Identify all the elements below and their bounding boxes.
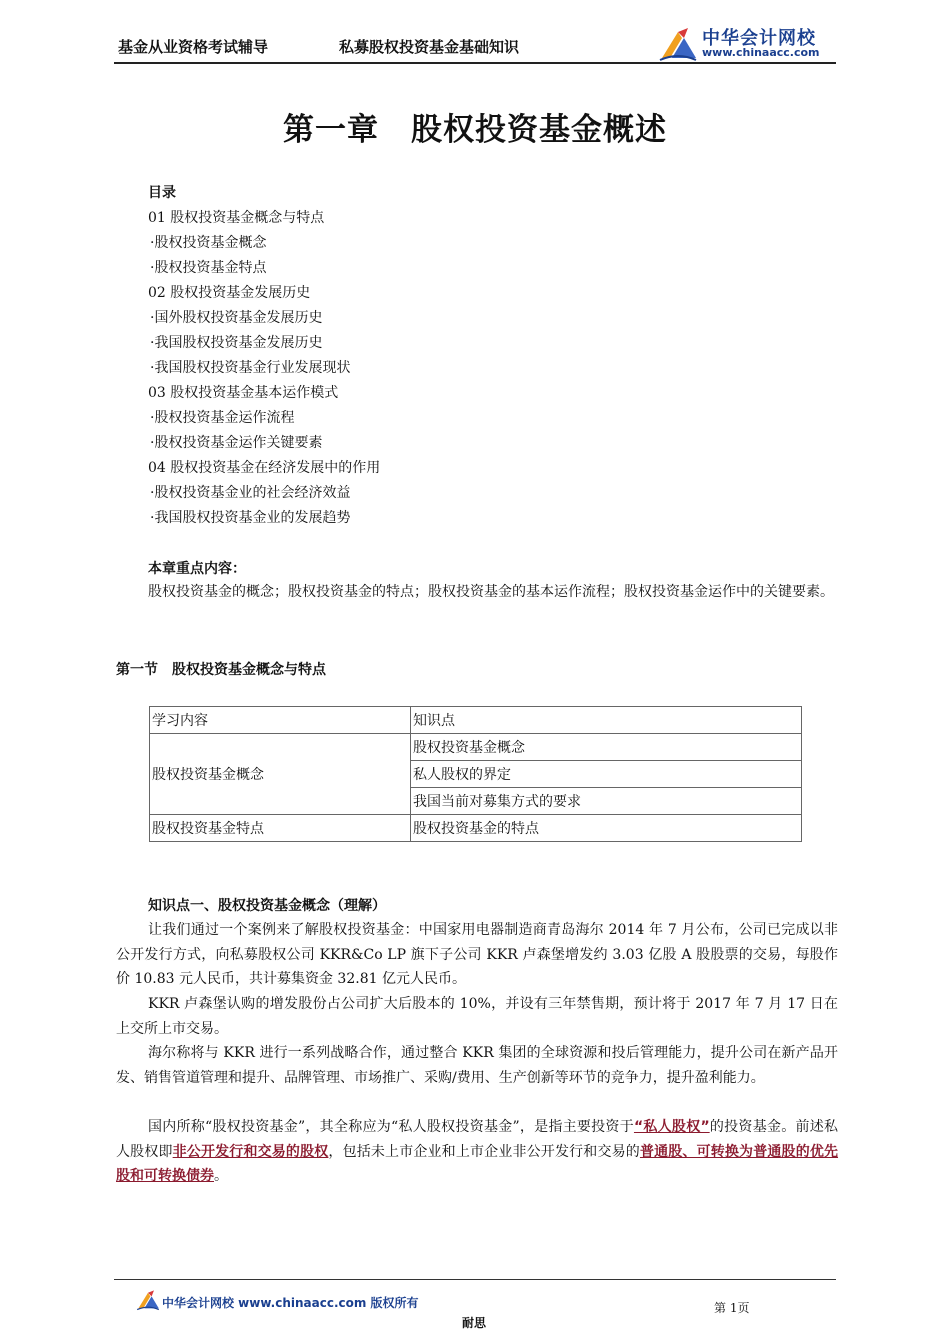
- toc-item: 01 股权投资基金概念与特点: [148, 210, 325, 226]
- chinaacc-small-logo-icon: [136, 1289, 160, 1311]
- table-cell-topic: 股权投资基金概念: [150, 734, 411, 815]
- table-cell-topic: 股权投资基金特点: [150, 815, 411, 842]
- footer-logo[interactable]: [136, 1289, 456, 1313]
- key-points-heading: 本章重点内容：: [148, 561, 246, 577]
- key-points-body: 股权投资基金的概念；股权投资基金的特点；股权投资基金的基本运作流程；股权投资基金运作中的关键要素。: [148, 584, 834, 600]
- toc-item: ·我国股权投资基金行业发展现状: [150, 360, 351, 376]
- highlight-non-public-equity: 非公开发行和交易的股权: [172, 1143, 329, 1160]
- header-exam-name: 基金从业资格考试辅导: [118, 38, 269, 56]
- bottom-mark: 耐思: [462, 1316, 487, 1330]
- chinaacc-logo-icon: [658, 26, 698, 62]
- page-header: [114, 30, 836, 60]
- paragraph-haier: 海尔称将与 KKR 进行一系列战略合作，通过整合 KKR 集团的全球资源和投后管理能力，提升公司在新产品开发、销售管道管理和提升、品牌管理、市场推广、采购/费用、生产创新等环节的竞争力，提升盈利能力。: [116, 1045, 838, 1086]
- logo-name: 中华会计网校: [702, 28, 816, 49]
- toc-item: ·股权投资基金特点: [150, 260, 267, 276]
- table-header-row: [150, 707, 802, 734]
- header-divider: [114, 62, 836, 64]
- footer-copyright: 中华会计网校 www.chinaacc.com 版权所有: [162, 1296, 419, 1310]
- toc-heading: 目录: [148, 185, 176, 201]
- table-row: [150, 734, 802, 761]
- chinaacc-logo[interactable]: [658, 24, 836, 64]
- toc-item: ·国外股权投资基金发展历史: [150, 310, 323, 326]
- definition-text: 国内所称“股权投资基金”，其全称应为“私人股权投资基金”，是指主要投资于: [148, 1119, 634, 1135]
- toc-item: ·股权投资基金运作流程: [150, 410, 295, 426]
- section-title: 第一节 股权投资基金概念与特点: [116, 662, 326, 678]
- toc-item: ·我国股权投资基金业的发展趋势: [150, 510, 351, 526]
- toc-item: ·股权投资基金运作关键要素: [150, 435, 323, 451]
- table-cell-point: 私人股权的界定: [411, 761, 802, 788]
- definition-text: 。: [214, 1168, 228, 1184]
- toc-item: 03 股权投资基金基本运作模式: [148, 385, 339, 401]
- highlight-securities-types: 普通股、可转换为普通股的优先股和可转换债券: [116, 1143, 839, 1184]
- toc-item: 04 股权投资基金在经济发展中的作用: [148, 460, 381, 476]
- paragraph-definition: [116, 1115, 838, 1189]
- definition-text: ，包括未上市企业和上市企业非公开发行和交易的: [328, 1143, 640, 1160]
- table-cell-point: 我国当前对募集方式的要求: [411, 788, 802, 815]
- table-header-cell: 知识点: [411, 707, 802, 734]
- toc-item: ·股权投资基金业的社会经济效益: [150, 485, 351, 501]
- paragraph-case: 让我们通过一个案例来了解股权投资基金：中国家用电器制造商青岛海尔 2014 年 7 月公布，公司已完成以非公开发行方式，向私募股权公司 KKR&Co LP 旗下子公司 KKR 卢森堡增发约 3.03 亿股 A 股股票的交易，每股作价 10.83 元人民币，共计募集资金 32.81 亿元人民币。: [116, 922, 838, 987]
- knowledge-point-heading: 知识点一、股权投资基金概念（理解）: [148, 898, 386, 914]
- toc-item: ·我国股权投资基金发展历史: [150, 335, 323, 351]
- chapter-title: 第一章 股权投资基金概述: [283, 112, 667, 148]
- toc-item: ·股权投资基金概念: [150, 235, 267, 251]
- header-subject: 私募股权投资基金基础知识: [339, 38, 520, 56]
- toc-item: 02 股权投资基金发展历史: [148, 285, 311, 301]
- definition-text: 的投资基金。前述私人股权即: [116, 1119, 838, 1160]
- footer-divider: [114, 1279, 836, 1280]
- page-number: 第 1页: [714, 1301, 750, 1315]
- highlight-private-equity: “私人股权”: [633, 1119, 710, 1135]
- table-cell-point: 股权投资基金的特点: [411, 815, 802, 842]
- summary-table: [149, 706, 802, 842]
- table-of-contents: [148, 186, 380, 536]
- logo-url: www.chinaacc.com: [702, 46, 820, 59]
- paragraph-kkr: KKR 卢森堡认购的增发股份占公司扩大后股本的 10%，并设有三年禁售期，预计将于 2017 年 7 月 17 日在上交所上市交易。: [116, 996, 838, 1037]
- table-header-cell: 学习内容: [150, 707, 411, 734]
- table-row: [150, 815, 802, 842]
- table-cell-point: 股权投资基金概念: [411, 734, 802, 761]
